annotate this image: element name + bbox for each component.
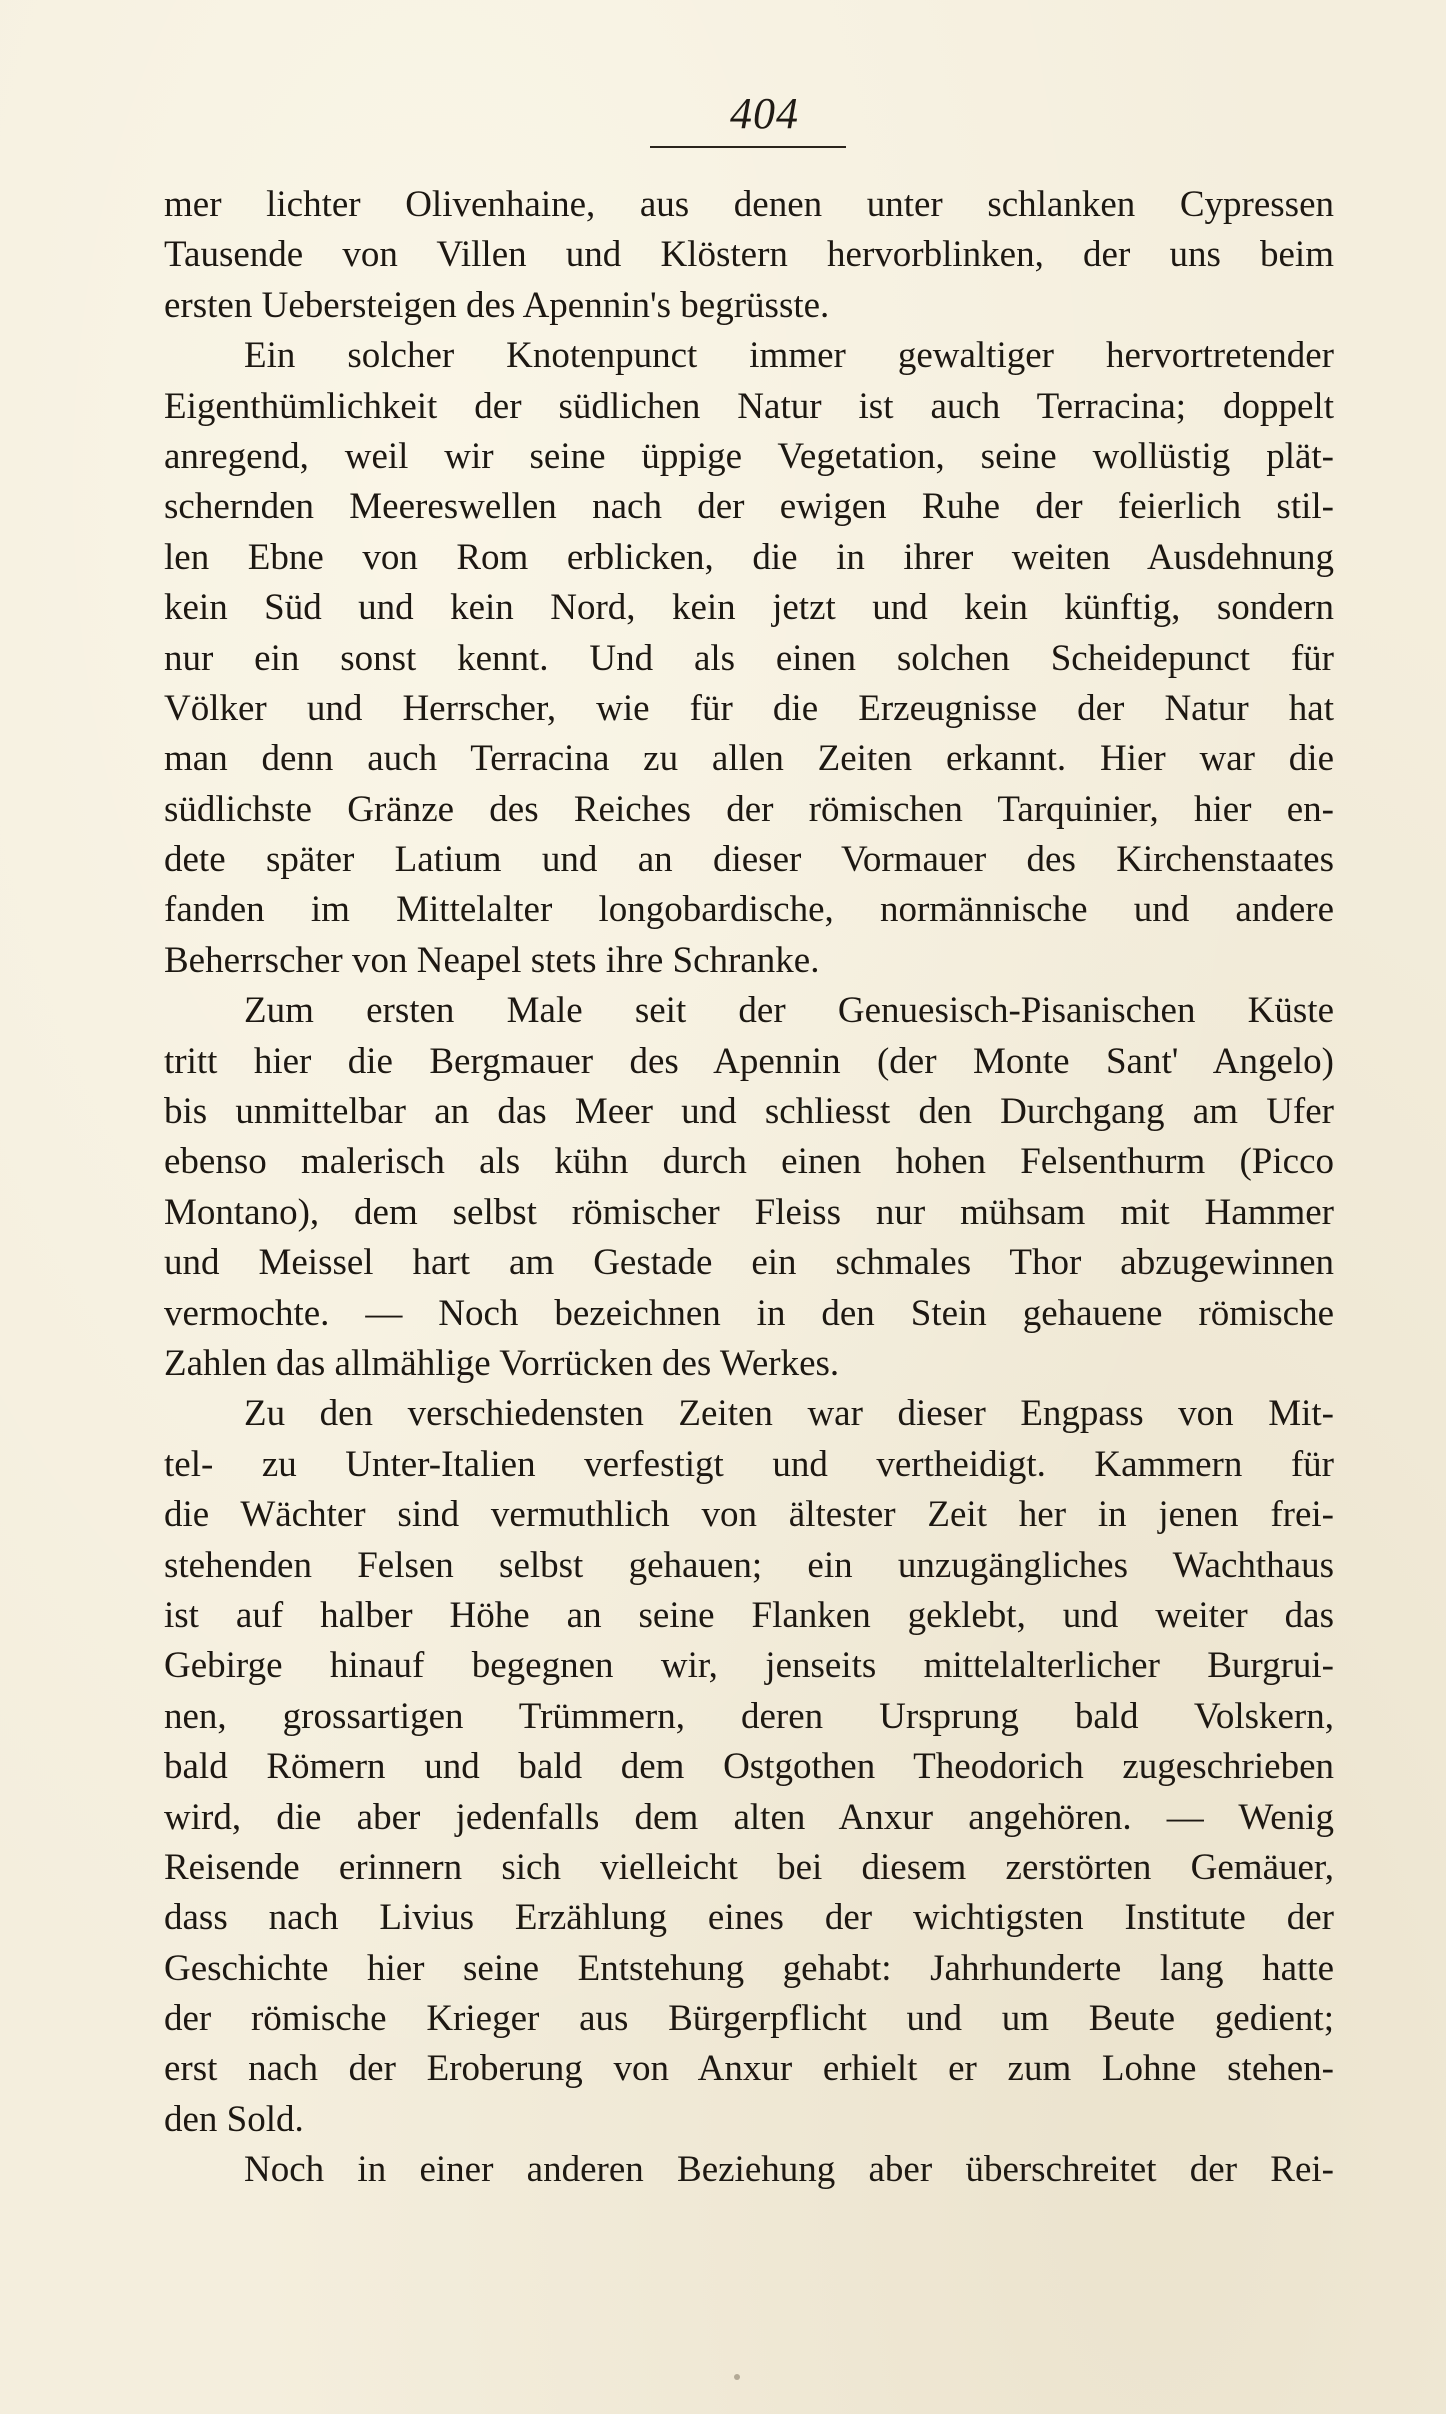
- text-line: ersten Uebersteigen des Apennin's begrüsste.: [164, 284, 830, 326]
- text-line: Eigenthümlichkeit der südlichen Natur ist auch Terracina; doppelt: [164, 385, 1334, 427]
- text-line: tritt hier die Bergmauer des Apennin (der Monte Sant' Angelo): [164, 1040, 1334, 1082]
- text-line: mer lichter Olivenhaine, aus denen unter schlanken Cypressen: [164, 184, 1334, 225]
- text-line: Zu den verschiedensten Zeiten war dieser Engpass von Mit-: [244, 1393, 1334, 1435]
- text-line: stehenden Felsen selbst gehauen; ein unzugängliches Wachthaus: [164, 1544, 1334, 1586]
- text-line: ist auf halber Höhe an seine Flanken geklebt, und weiter das: [164, 1594, 1334, 1636]
- text-line: Zum ersten Male seit der Genuesisch-Pisanischen Küste: [244, 990, 1334, 1032]
- text-line: wird, die aber jedenfalls dem alten Anxur angehören. — Wenig: [164, 1796, 1334, 1838]
- text-line: Völker und Herrscher, wie für die Erzeugnisse der Natur hat: [164, 687, 1334, 729]
- text-line: bis unmittelbar an das Meer und schliesst den Durchgang am Ufer: [164, 1091, 1334, 1133]
- text-line: fanden im Mittelalter longobardische, normännische und andere: [164, 889, 1334, 931]
- text-line: vermochte. — Noch bezeichnen in den Stein gehauene römische: [164, 1292, 1334, 1334]
- text-line: Ein solcher Knotenpunct immer gewaltiger hervortretender: [244, 335, 1334, 377]
- text-line: dass nach Livius Erzählung eines der wichtigsten Institute der: [164, 1897, 1334, 1939]
- text-line: erst nach der Eroberung von Anxur erhielt er zum Lohne stehen-: [164, 2048, 1334, 2090]
- header-rule: [650, 146, 846, 148]
- body-text: [164, 180, 1334, 2196]
- text-line: der römische Krieger aus Bürgerpflicht und um Beute gedient;: [164, 1998, 1334, 2040]
- text-line: len Ebne von Rom erblicken, die in ihrer weiten Ausdehnung: [164, 536, 1334, 578]
- text-line: südlichste Gränze des Reiches der römischen Tarquinier, hier en-: [164, 788, 1334, 830]
- text-line: Beherrscher von Neapel stets ihre Schranke.: [164, 939, 820, 981]
- text-line: schernden Meereswellen nach der ewigen Ruhe der feierlich stil-: [164, 486, 1334, 528]
- text-line: Zahlen das allmählige Vorrücken des Werkes.: [164, 1342, 840, 1384]
- text-line: Montano), dem selbst römischer Fleiss nur mühsam mit Hammer: [164, 1191, 1334, 1233]
- text-line: dete später Latium und an dieser Vormauer des Kirchenstaates: [164, 839, 1334, 881]
- page-number: 404: [730, 89, 799, 138]
- text-line: ebenso malerisch als kühn durch einen hohen Felsenthurm (Picco: [164, 1141, 1334, 1183]
- text-line: nur ein sonst kennt. Und als einen solchen Scheidepunct für: [164, 637, 1334, 679]
- paper-spot: [734, 2374, 740, 2380]
- text-line: Reisende erinnern sich vielleicht bei diesem zerstörten Gemäuer,: [164, 1846, 1334, 1888]
- text-line: die Wächter sind vermuthlich von ältester Zeit her in jenen frei-: [164, 1494, 1334, 1536]
- text-line: anregend, weil wir seine üppige Vegetation, seine wollüstig plät-: [164, 435, 1334, 477]
- text-line: nen, grossartigen Trümmern, deren Ursprung bald Volskern,: [164, 1695, 1334, 1737]
- text-line: und Meissel hart am Gestade ein schmales Thor abzugewinnen: [164, 1242, 1334, 1284]
- text-line: man denn auch Terracina zu allen Zeiten erkannt. Hier war die: [164, 738, 1334, 780]
- text-line: bald Römern und bald dem Ostgothen Theodorich zugeschrieben: [164, 1746, 1334, 1788]
- text-line: Geschichte hier seine Entstehung gehabt: Jahrhunderte lang hatte: [164, 1947, 1334, 1989]
- text-line: Gebirge hinauf begegnen wir, jenseits mittelalterlicher Burgrui-: [164, 1645, 1334, 1687]
- text-line: den Sold.: [164, 2098, 304, 2140]
- text-line: kein Süd und kein Nord, kein jetzt und kein künftig, sondern: [164, 587, 1334, 629]
- text-line: Noch in einer anderen Beziehung aber überschreitet der Rei-: [244, 2149, 1334, 2191]
- text-line: Tausende von Villen und Klöstern hervorblinken, der uns beim: [164, 234, 1334, 276]
- text-line: tel- zu Unter-Italien verfestigt und vertheidigt. Kammern für: [164, 1443, 1334, 1485]
